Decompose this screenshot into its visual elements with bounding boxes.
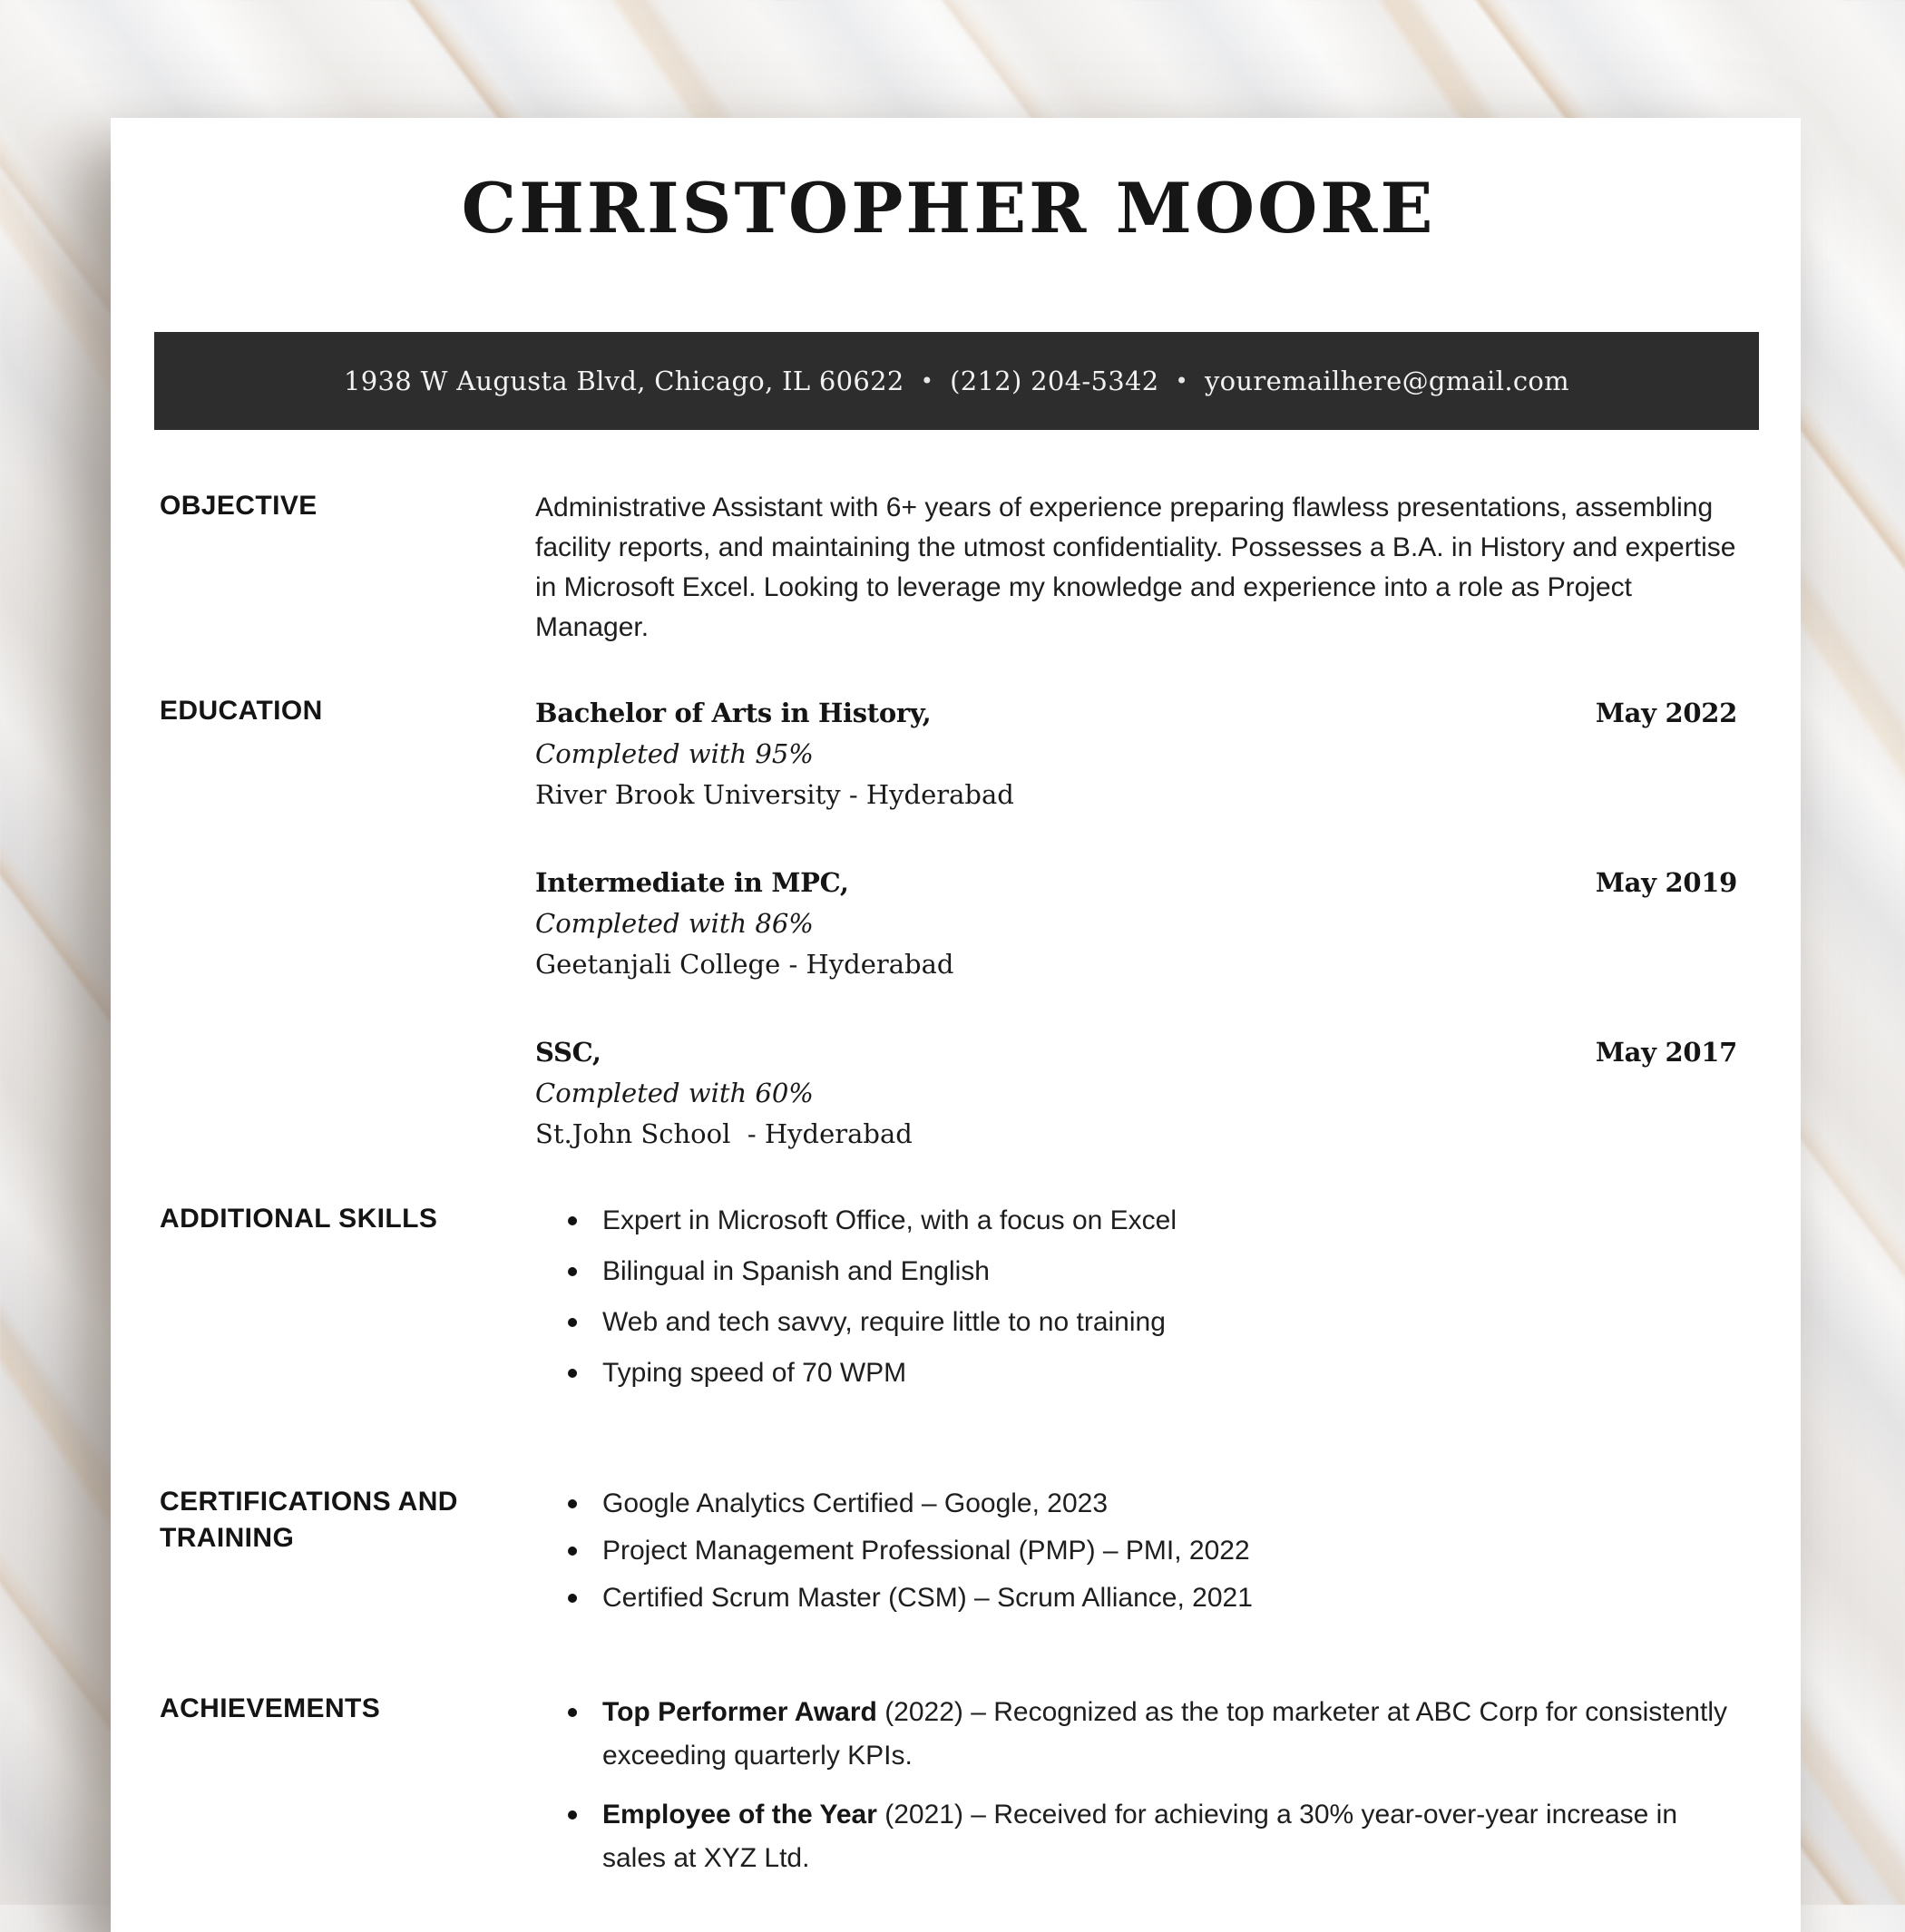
- skill-item: [535, 1252, 1737, 1291]
- achievements-section-label: ACHIEVEMENTS: [160, 1693, 381, 1723]
- certification-item: [535, 1531, 1737, 1570]
- degree-title: Intermediate in MPC,: [535, 867, 849, 898]
- skill-item: [535, 1353, 1737, 1392]
- skill-item: [535, 1201, 1737, 1240]
- degree-school: River Brook University - Hyderabad: [535, 779, 1014, 810]
- certification-text: Google Analytics Certified – Google, 2023: [602, 1488, 1109, 1518]
- resume-page: [111, 118, 1801, 1932]
- separator-dot-icon: •: [920, 368, 934, 394]
- education-section-label: EDUCATION: [160, 696, 323, 726]
- degree-title: Bachelor of Arts in History,: [535, 698, 932, 728]
- certifications-section-label: CERTIFICATIONS AND TRAINING: [160, 1487, 458, 1553]
- education-entry-header: [535, 863, 1737, 903]
- skills-list: [535, 1201, 1737, 1392]
- contact-address: 1938 W Augusta Blvd, Chicago, IL 60622: [344, 366, 904, 396]
- education-entry: [535, 693, 1737, 815]
- degree-grade: Completed with 60%: [535, 1078, 814, 1108]
- certification-text: Project Management Professional (PMP) – PMI, 2022: [602, 1536, 1250, 1566]
- bullet-icon: [568, 1810, 577, 1820]
- skills-content: [535, 1201, 1737, 1404]
- section-additional-skills: [160, 1201, 1737, 1404]
- degree-title: SSC,: [535, 1037, 601, 1068]
- bullet-icon: [568, 1216, 577, 1225]
- objective-content: [535, 488, 1737, 648]
- skill-text: Expert in Microsoft Office, with a focus on Excel: [602, 1205, 1177, 1235]
- skill-text: Web and tech savvy, require little to no training: [602, 1307, 1166, 1337]
- skill-text: Bilingual in Spanish and English: [602, 1256, 990, 1286]
- contact-phone: (212) 204-5342: [950, 366, 1159, 396]
- section-objective: [160, 488, 1737, 648]
- section-achievements: [160, 1691, 1737, 1896]
- degree-grade: Completed with 86%: [535, 908, 814, 939]
- skill-text: Typing speed of 70 WPM: [602, 1358, 907, 1388]
- degree-date: May 2022: [1595, 698, 1737, 728]
- degree-date: May 2017: [1595, 1037, 1737, 1068]
- certifications-content: [535, 1484, 1737, 1625]
- bullet-icon: [568, 1547, 577, 1556]
- certification-text: Certified Scrum Master (CSM) – Scrum Alliance, 2021: [602, 1583, 1253, 1613]
- achievement-text: [602, 1691, 1737, 1778]
- bullet-icon: [568, 1369, 577, 1378]
- degree-grade: Completed with 95%: [535, 738, 814, 769]
- certification-item: [535, 1484, 1737, 1523]
- degree-school: St.John School - Hyderabad: [535, 1118, 913, 1149]
- bullet-icon: [568, 1499, 577, 1508]
- section-certifications: [160, 1484, 1737, 1625]
- achievement-item: [535, 1793, 1737, 1880]
- contact-email: youremailhere@gmail.com: [1204, 366, 1569, 396]
- skills-section-label: ADDITIONAL SKILLS: [160, 1204, 438, 1234]
- achievement-title: Top Performer Award: [602, 1697, 877, 1727]
- achievement-description: (2021) – Received for achieving a 30% year-over-year increase in sales at XYZ Ltd.: [602, 1800, 1678, 1873]
- section-education: [160, 693, 1737, 1155]
- achievement-title: Employee of the Year: [602, 1800, 877, 1830]
- objective-text: Administrative Assistant with 6+ years of experience preparing flawless presentations, assembling facility reports, and maintaining the utmost confidentiality. Possesses a B.A. in History and expertise in Microsoft Excel. Looking to leverage my knowledge and experience into a role as Project Manager.: [535, 493, 1736, 642]
- achievement-item: [535, 1691, 1737, 1778]
- achievements-content: [535, 1691, 1737, 1896]
- bullet-icon: [568, 1594, 577, 1603]
- degree-school: Geetanjali College - Hyderabad: [535, 949, 954, 980]
- skill-item: [535, 1303, 1737, 1342]
- achievements-list: [535, 1691, 1737, 1880]
- degree-date: May 2019: [1595, 867, 1737, 898]
- achievement-description: (2022) – Recognized as the top marketer at ABC Corp for consistently exceeding quarterly KPIs.: [602, 1697, 1727, 1771]
- separator-dot-icon: •: [1175, 368, 1188, 394]
- certification-item: [535, 1578, 1737, 1617]
- resume-name: CHRISTOPHER MOORE: [461, 168, 1436, 249]
- education-entry-header: [535, 693, 1737, 734]
- education-entry: [535, 863, 1737, 985]
- education-content: [535, 693, 1737, 1155]
- bullet-icon: [568, 1318, 577, 1327]
- education-entry: [535, 1032, 1737, 1155]
- education-entry-header: [535, 1032, 1737, 1073]
- bullet-icon: [568, 1267, 577, 1276]
- achievement-text: [602, 1793, 1737, 1880]
- bullet-icon: [568, 1708, 577, 1717]
- objective-section-label: OBJECTIVE: [160, 491, 318, 521]
- contact-bar: [154, 332, 1759, 430]
- certifications-list: [535, 1484, 1737, 1617]
